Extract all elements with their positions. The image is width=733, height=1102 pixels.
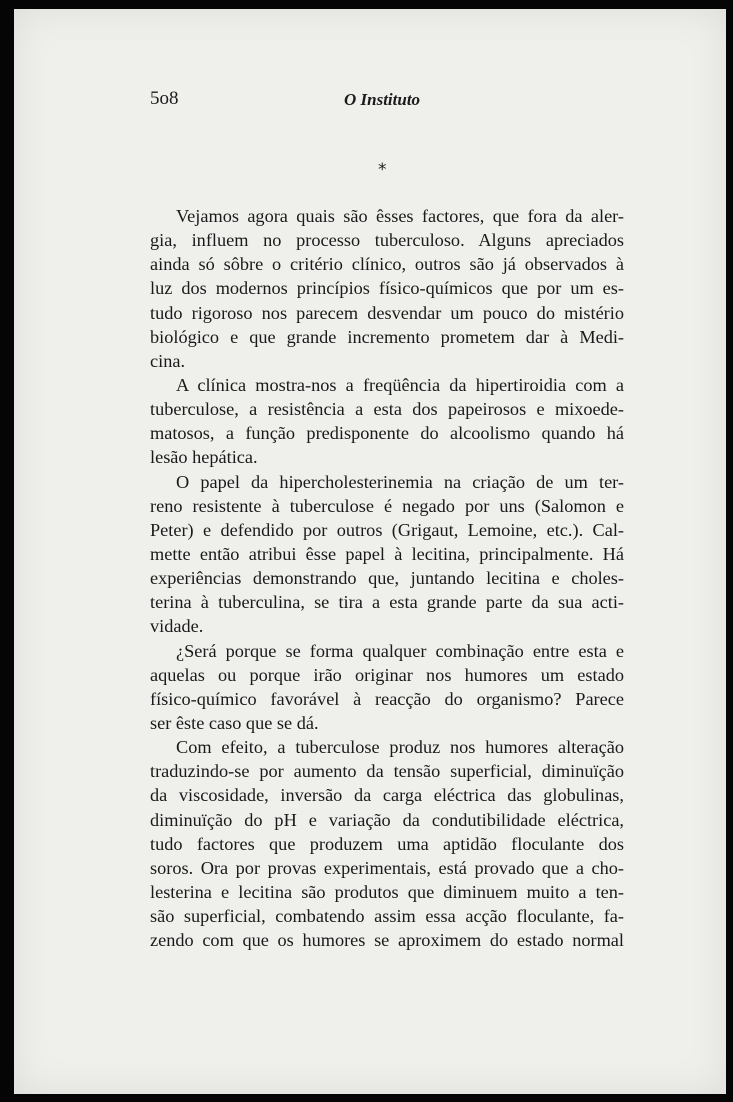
text-line: Vejamos agora quais são êsses factores, que fora da aler-: [176, 206, 624, 226]
text-line: cina.: [150, 350, 186, 371]
text-line: ser êste caso que se dá.: [150, 712, 319, 733]
text-line: são superficial, combatendo assim essa acção floculante, fa-: [150, 906, 624, 927]
text-line: tuberculose, a resistência a esta dos papeirosos e mixoede-: [150, 399, 624, 420]
text-line: vidade.: [150, 616, 204, 637]
text-line: da viscosidade, inversão da carga eléctrica das globulinas,: [150, 785, 624, 806]
text-line: experiências demonstrando que, juntando lecitina e choles-: [150, 568, 624, 589]
text-line: ainda só sôbre o critério clínico, outros são já observados à: [150, 254, 624, 275]
text-line: diminuïção do pH e variação da condutibilidade eléctrica,: [150, 809, 624, 830]
text-line: A clínica mostra-nos a freqüência da hipertiroidia com a: [176, 374, 624, 395]
running-title: O Instituto: [344, 90, 421, 109]
text-line: ¿Será porque se forma qualquer combinação entre esta e: [176, 640, 624, 661]
text-line: matosos, a função predisponente do alcoolismo quando há: [150, 423, 624, 444]
text-line: O papel da hipercholesterinemia na criação de um ter-: [176, 471, 624, 492]
text-line: terina à tuberculina, se tira a esta grande parte da sua acti-: [150, 592, 624, 613]
page-header: [150, 88, 630, 118]
text-line: Peter) e defendido por outros (Grigaut, Lemoine, etc.). Cal-: [150, 519, 624, 540]
text-line: Com efeito, a tuberculose produz nos humores alteração: [176, 737, 624, 758]
text-line: zendo com que os humores se aproximem do estado normal: [150, 930, 624, 951]
text-line: tudo factores que produzem uma aptidão floculante dos: [150, 833, 624, 854]
page-number: 5o8: [150, 88, 179, 109]
text-line: físico-químico favorável à reacção do organismo? Parece: [150, 688, 624, 709]
text-line: traduzindo-se por aumento da tensão superficial, diminuïção: [150, 761, 624, 782]
text-line: reno resistente à tuberculose é negado por uns (Salomon e: [150, 495, 624, 516]
text-line: mette então atribui êsse papel à lecitina, principalmente. Há: [150, 543, 624, 564]
text-line: aquelas ou porque irão originar nos humores um estado: [150, 664, 624, 685]
text-line: tudo rigoroso nos parecem desvendar um pouco do mistério: [150, 302, 624, 323]
text-line: luz dos modernos princípios físico-químicos que por um es-: [150, 278, 624, 299]
text-line: lesão hepática.: [150, 447, 258, 468]
text-line: gia, influem no processo tuberculoso. Alguns apreciados: [150, 230, 624, 251]
section-ornament: *: [378, 160, 387, 180]
text-line: lesterina e lecitina são produtos que diminuem muito a ten-: [150, 881, 624, 902]
body-text: [150, 204, 624, 952]
text-line: soros. Ora por provas experimentais, está provado que a cho-: [150, 857, 624, 878]
text-line: biológico e que grande incremento prometem dar à Medi-: [150, 326, 624, 347]
